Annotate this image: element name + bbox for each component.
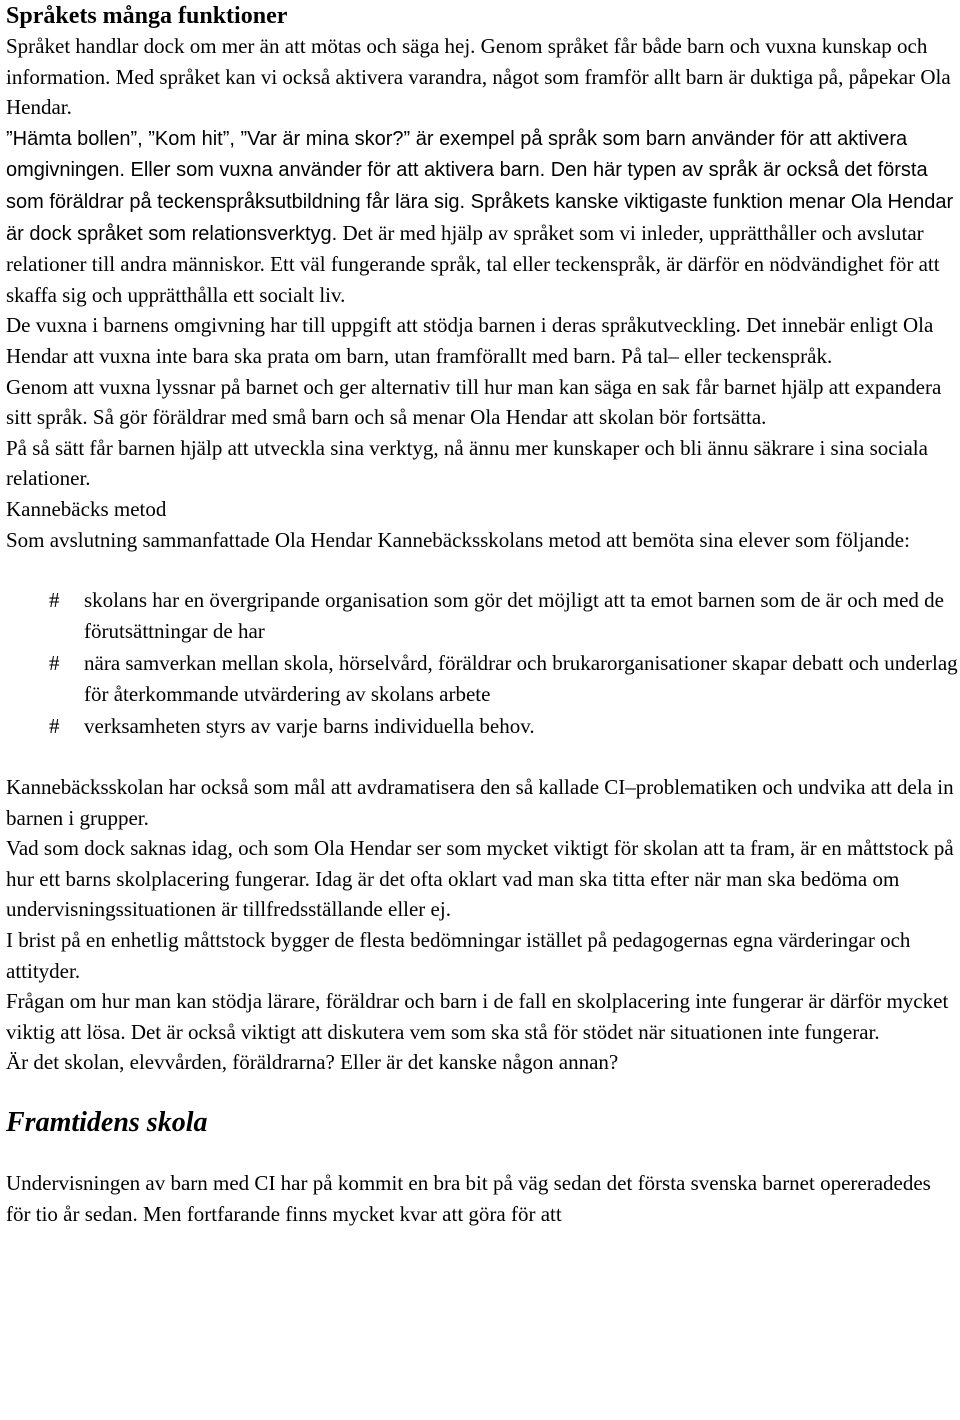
hash-bullet-icon: #: [49, 651, 60, 676]
paragraph-assessment: I brist på en enhetlig måttstock bygger de flesta bedömningar istället på pedagogernas egna värderingar och attityder.: [6, 928, 911, 983]
examples-quote-text: ”Hämta bollen”, ”Kom hit”, ”Var är mina skor?”: [6, 127, 416, 150]
paragraph-support: Frågan om hur man kan stödja lärare, föräldrar och barn i de fall en skolplacering inte fungerar är därför mycket viktig att lösa. Det är också viktigt att diskutera vem som ska stå för stödet när situationen inte fungerar.: [6, 989, 949, 1044]
paragraph-measure: Vad som dock saknas idag, och som Ola Hendar ser som mycket viktigt för skolan att ta fram, är en måttstock på hur ett barns skolplacering fungerar. Idag är det ofta oklart vad man ska titta efter när man ska bedöma om undervisningssituationen är tillfredsställande eller ej.: [6, 836, 954, 922]
spacer: [6, 1140, 960, 1168]
list-item-text: verksamheten styrs av varje barns individuella behov.: [84, 714, 535, 739]
paragraph-listening: Genom att vuxna lyssnar på barnet och ger alternativ till hur man kan säga en sak får barnet hjälp att expandera sitt språk. Så gör föräldrar med små barn och så menar Ola Hendar att skolan bör fortsätta.: [6, 374, 942, 430]
paragraph-ci-goal: Kannebäcksskolan har också som mål att avdramatisera den så kallade CI–problematiken och undvika att dela in barnen i grupper.: [6, 775, 954, 830]
hash-bullet-icon: #: [49, 714, 60, 739]
paragraph-examples: [6, 123, 960, 311]
list-item: [6, 648, 960, 709]
paragraph-summary: Som avslutning sammanfattade Ola Hendar Kannebäcksskolans metod att bemöta sina elever som följande:: [6, 527, 910, 552]
hash-bullet-icon: #: [49, 588, 60, 613]
paragraph-intro: Språket handlar dock om mer än att mötas och säga hej. Genom språket får både barn och vuxna kunskap och information. Med språket kan vi också aktivera varandra, något som framför allt barn är duktiga på, påpekar Ola Hendar.: [6, 34, 951, 120]
method-list: [6, 585, 960, 742]
examples-sans-text: är exempel på språk som barn använder för att aktivera omgivningen. Eller som vuxna använder för att aktivera barn. Den här typen av språk är också det första som föräldrar på teckenspråksutbildning får lära sig. Språkets kanske viktigaste funktion menar Ola Hendar är dock språket som relationsverktyg.: [6, 127, 954, 245]
document-page: [0, 1, 960, 1420]
paragraph-question: Är det skolan, elevvården, föräldrarna? Eller är det kanske någon annan?: [6, 1050, 619, 1075]
future-heading: Framtidens skola: [6, 1107, 208, 1138]
list-item: [6, 585, 960, 646]
list-item-text: skolans har en övergripande organisation som gör det möjligt att ta emot barnen som de är och med de förutsättningar de har: [84, 588, 945, 643]
subheading-kannebacks-metod: Kannebäcks metod: [6, 496, 167, 521]
paragraph-adults-role: De vuxna i barnens omgivning har till uppgift att stödja barnen i deras språkutveckling. Det innebär enligt Ola Hendar att vuxna inte bara ska prata om barn, utan framförallt med barn. På tal– eller teckenspråk.: [6, 313, 934, 368]
examples-serif-text: Det är med hjälp av språket som vi inleder, upprätthåller och avslutar relationer till andra människor. Ett väl fungerande språk, tal eller teckenspråk, är därför en nödvändighet för att skaffa sig och upprätthålla ett socialt liv.: [6, 220, 940, 307]
paragraph-future: Undervisningen av barn med CI har på kommit en bra bit på väg sedan det första svenska barnet opereradedes för tio år sedan. Men fortfarande finns mycket kvar att göra för att: [6, 1171, 931, 1226]
list-item: [6, 711, 960, 742]
paragraph-tools: På så sätt får barnen hjälp att utveckla sina verktyg, nå ännu mer kunskaper och bli ännu säkrare i sina sociala relationer.: [6, 435, 928, 491]
list-item-text: nära samverkan mellan skola, hörselvård, föräldrar och brukarorganisationer skapar debatt och underlag för återkommande utvärdering av skolans arbete: [84, 651, 958, 706]
section-heading: Språkets många funktioner: [6, 3, 288, 29]
